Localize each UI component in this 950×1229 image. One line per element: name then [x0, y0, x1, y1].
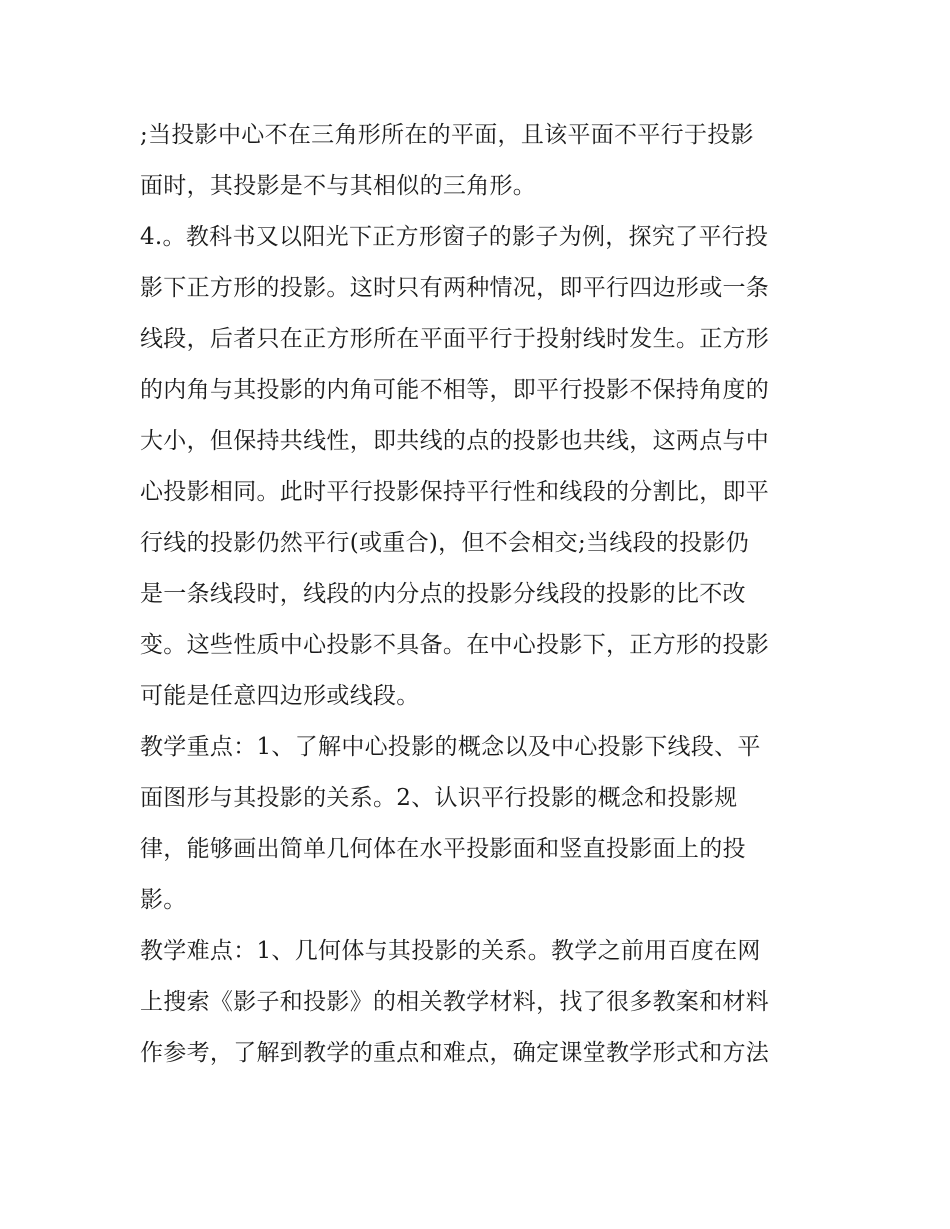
text-line: ;当投影中心不在三角形所在的平面，且该平面不平行于投影 — [140, 122, 754, 148]
text-line: 大小，但保持共线性，即共线的点的投影也共线，这两点与中 — [140, 428, 770, 454]
text-line: 教学重点：1、了解中心投影的概念以及中心投影下线段、平 — [140, 734, 761, 760]
text-line: 4.。教科书又以阳光下正方形窗子的影子为例，探究了平行投 — [140, 224, 769, 250]
text-line: 上搜索《影子和投影》的相关教学材料，找了很多教案和材料 — [140, 989, 770, 1015]
text-line: 作参考，了解到教学的重点和难点，确定课堂教学形式和方法 — [140, 1040, 770, 1066]
text-line: 变。这些性质中心投影不具备。在中心投影下，正方形的投影 — [140, 632, 770, 658]
text-line: 是一条线段时，线段的内分点的投影分线段的投影的比不改 — [140, 581, 746, 607]
text-line: 教学难点：1、几何体与其投影的关系。教学之前用百度在网 — [140, 938, 761, 964]
text-line: 行线的投影仍然平行(或重合)，但不会相交;当线段的投影仍 — [140, 530, 750, 556]
text-line: 的内角与其投影的内角可能不相等，即平行投影不保持角度的 — [140, 377, 770, 403]
text-line: 面图形与其投影的关系。2、认识平行投影的概念和投影规 — [140, 785, 738, 811]
text-line: 心投影相同。此时平行投影保持平行性和线段的分割比，即平 — [140, 479, 770, 505]
text-line: 可能是任意四边形或线段。 — [140, 683, 420, 709]
text-line: 影。 — [140, 887, 187, 913]
text-line: 线段，后者只在正方形所在平面平行于投射线时发生。正方形 — [140, 326, 770, 352]
body-text — [140, 110, 820, 1079]
text-line: 面时，其投影是不与其相似的三角形。 — [140, 173, 537, 199]
text-line: 影下正方形的投影。这时只有两种情况，即平行四边形或一条 — [140, 275, 770, 301]
text-line: 律，能够画出简单几何体在水平投影面和竖直投影面上的投 — [140, 836, 746, 862]
